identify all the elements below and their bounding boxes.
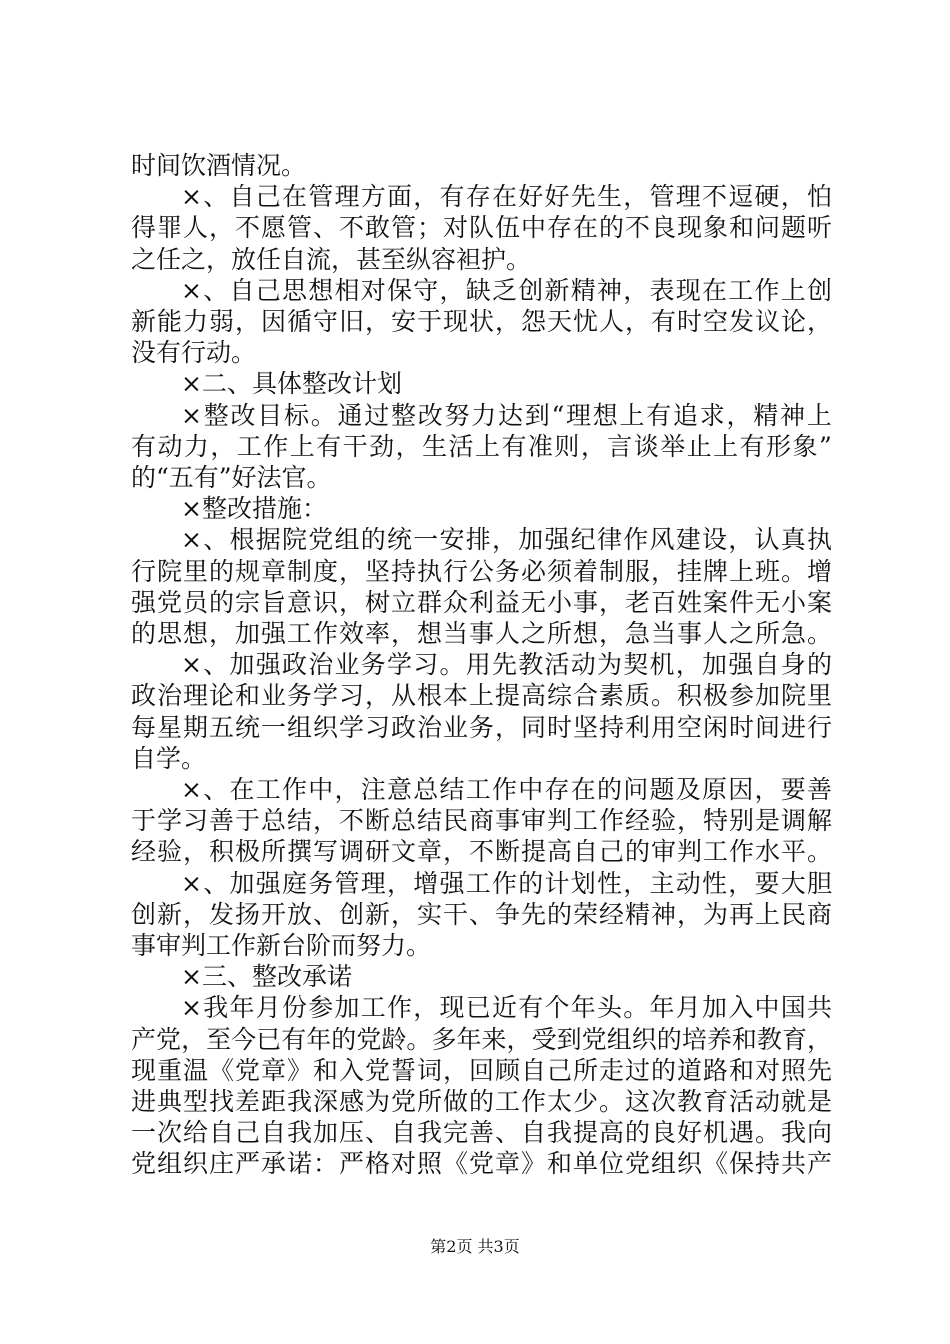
text-line: ×整改措施： (181, 494, 327, 524)
text-line: ×、根据院党组的统一安排，加强纪律作风建设，认真执 (181, 525, 834, 555)
text-line: 进典型找差距我深感为党所做的工作太少。这次教育活动就是 (131, 1087, 834, 1116)
text-line: 新能力弱，因循守旧，安于现状，怨天忧人，有时空发议论， (131, 307, 834, 336)
text-line: ×、自己思想相对保守，缺乏创新精神，表现在工作上创 (181, 275, 834, 305)
text-line: 创新，发扬开放、创新，实干、争先的荣经精神，为再上民商 (131, 899, 834, 929)
text-line: 自学。 (131, 743, 207, 773)
text-line: 有动力，工作上有干劲，生活上有准则，言谈举止上有形象” (131, 431, 834, 461)
text-line: 党组织庄严承诺：严格对照《党章》和单位党组织《保持共产 (131, 1149, 834, 1179)
text-line: ×整改目标。通过整改努力达到“理想上有追求，精神上 (181, 400, 834, 430)
text-line: 事审判工作新台阶而努力。 (131, 931, 432, 960)
text-line: ×、在工作中，注意总结工作中存在的问题及原因，要善 (181, 775, 834, 804)
text-line: 时间饮酒情况。 (131, 151, 307, 180)
text-line: 每星期五统一组织学习政治业务，同时坚持利用空闲时间进行 (131, 712, 834, 742)
text-line: 的“五有”好法官。 (131, 463, 332, 492)
text-line: 之任之，放任自流，甚至纵容袒护。 (131, 244, 532, 274)
text-line: 的思想，加强工作效率，想当事人之所想，急当事人之所急。 (131, 619, 834, 648)
text-line: 行院里的规章制度，坚持执行公务必须着制服，挂牌上班。增 (131, 556, 834, 586)
text-line: 强党员的宗旨意识，树立群众利益无小事，老百姓案件无小案 (131, 587, 834, 617)
text-line: 产党，至今已有年的党龄。多年来，受到党组织的培养和教育， (131, 1024, 833, 1054)
text-line: 没有行动。 (131, 338, 257, 368)
text-line: ×、自己在管理方面，有存在好好先生，管理不逗硬，怕 (181, 182, 834, 212)
text-line: ×、加强政治业务学习。用先教活动为契机，加强自身的 (181, 650, 834, 680)
section-heading: ×三、整改承诺 (181, 962, 352, 992)
section-heading: ×二、具体整改计划 (181, 369, 402, 399)
text-line: ×、加强庭务管理，增强工作的计划性，主动性，要大胆 (181, 868, 834, 898)
text-line: 得罪人，不愿管、不敢管；对队伍中存在的不良现象和问题听 (131, 213, 834, 243)
text-line: 经验，积极所撰写调研文章，不断提高自己的审判工作水平。 (131, 837, 834, 867)
text-line: 于学习善于总结，不断总结民商事审判工作经验，特别是调解 (131, 806, 834, 836)
text-line: 现重温《党章》和入党誓词，回顾自己所走过的道路和对照先 (131, 1055, 834, 1085)
text-line: 一次给自己自我加压、自我完善、自我提高的良好机遇。我向 (131, 1118, 834, 1148)
text-line: ×我年月份参加工作，现已近有个年头。年月加入中国共 (181, 993, 834, 1023)
page-footer: 第2页 共3页 (430, 1237, 520, 1256)
text-line: 政治理论和业务学习，从根本上提高综合素质。积极参加院里 (131, 681, 834, 711)
